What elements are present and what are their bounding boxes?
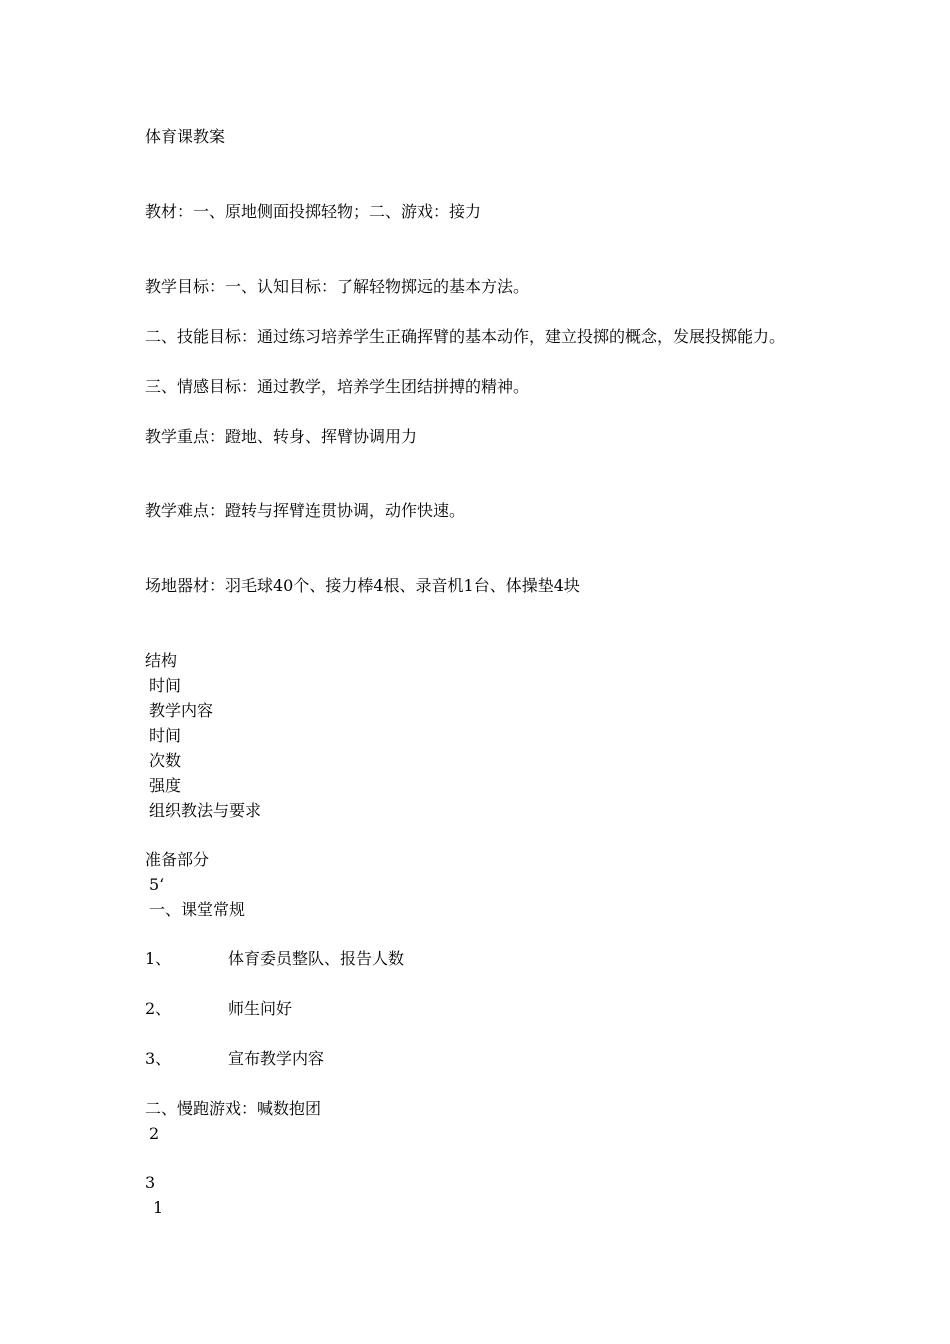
routine-item-number: 1、 [145,949,172,968]
value-three: 3 [145,1173,156,1192]
routine-title: 一、课堂常规 [149,900,246,919]
routine-item-number: 2、 [145,999,172,1018]
prep-section-label: 准备部分 [145,850,210,869]
objective-emotional: 三、情感目标：通过教学，培养学生团结拼搏的精神。 [145,377,530,396]
value-one: 1 [153,1198,164,1217]
routine-item-number: 3、 [145,1049,172,1068]
table-header-time: 时间 [149,676,182,695]
warmup-game-time: 2 [149,1124,160,1143]
table-header-count: 次数 [149,751,182,770]
routine-item-text: 师生问好 [228,999,293,1018]
teaching-key-points: 教学重点：蹬地、转身、挥臂协调用力 [145,427,418,446]
routine-item-text: 宣布教学内容 [228,1049,325,1068]
table-header-organization: 组织教法与要求 [149,801,262,820]
table-header-structure: 结构 [145,651,178,670]
prep-duration: 5‘ [149,875,165,894]
teaching-material: 教材：一、原地侧面投掷轻物；二、游戏：接力 [145,202,482,221]
objective-cognitive: 教学目标：一、认知目标：了解轻物掷远的基本方法。 [145,277,530,296]
document-title: 体育课教案 [145,127,226,146]
table-header-intensity: 强度 [149,776,182,795]
objective-skill: 二、技能目标：通过练习培养学生正确挥臂的基本动作，建立投掷的概念，发展投掷能力。 [145,327,786,346]
warmup-game-title: 二、慢跑游戏：喊数抱团 [145,1099,322,1118]
routine-item-text: 体育委员整队、报告人数 [228,949,405,968]
table-header-time-2: 时间 [149,726,182,745]
venue-equipment: 场地器材：羽毛球40个、接力棒4根、录音机1台、体操垫4块 [145,576,580,595]
table-header-content: 教学内容 [149,701,214,720]
teaching-difficulty: 教学难点：蹬转与挥臂连贯协调，动作快速。 [145,501,466,520]
